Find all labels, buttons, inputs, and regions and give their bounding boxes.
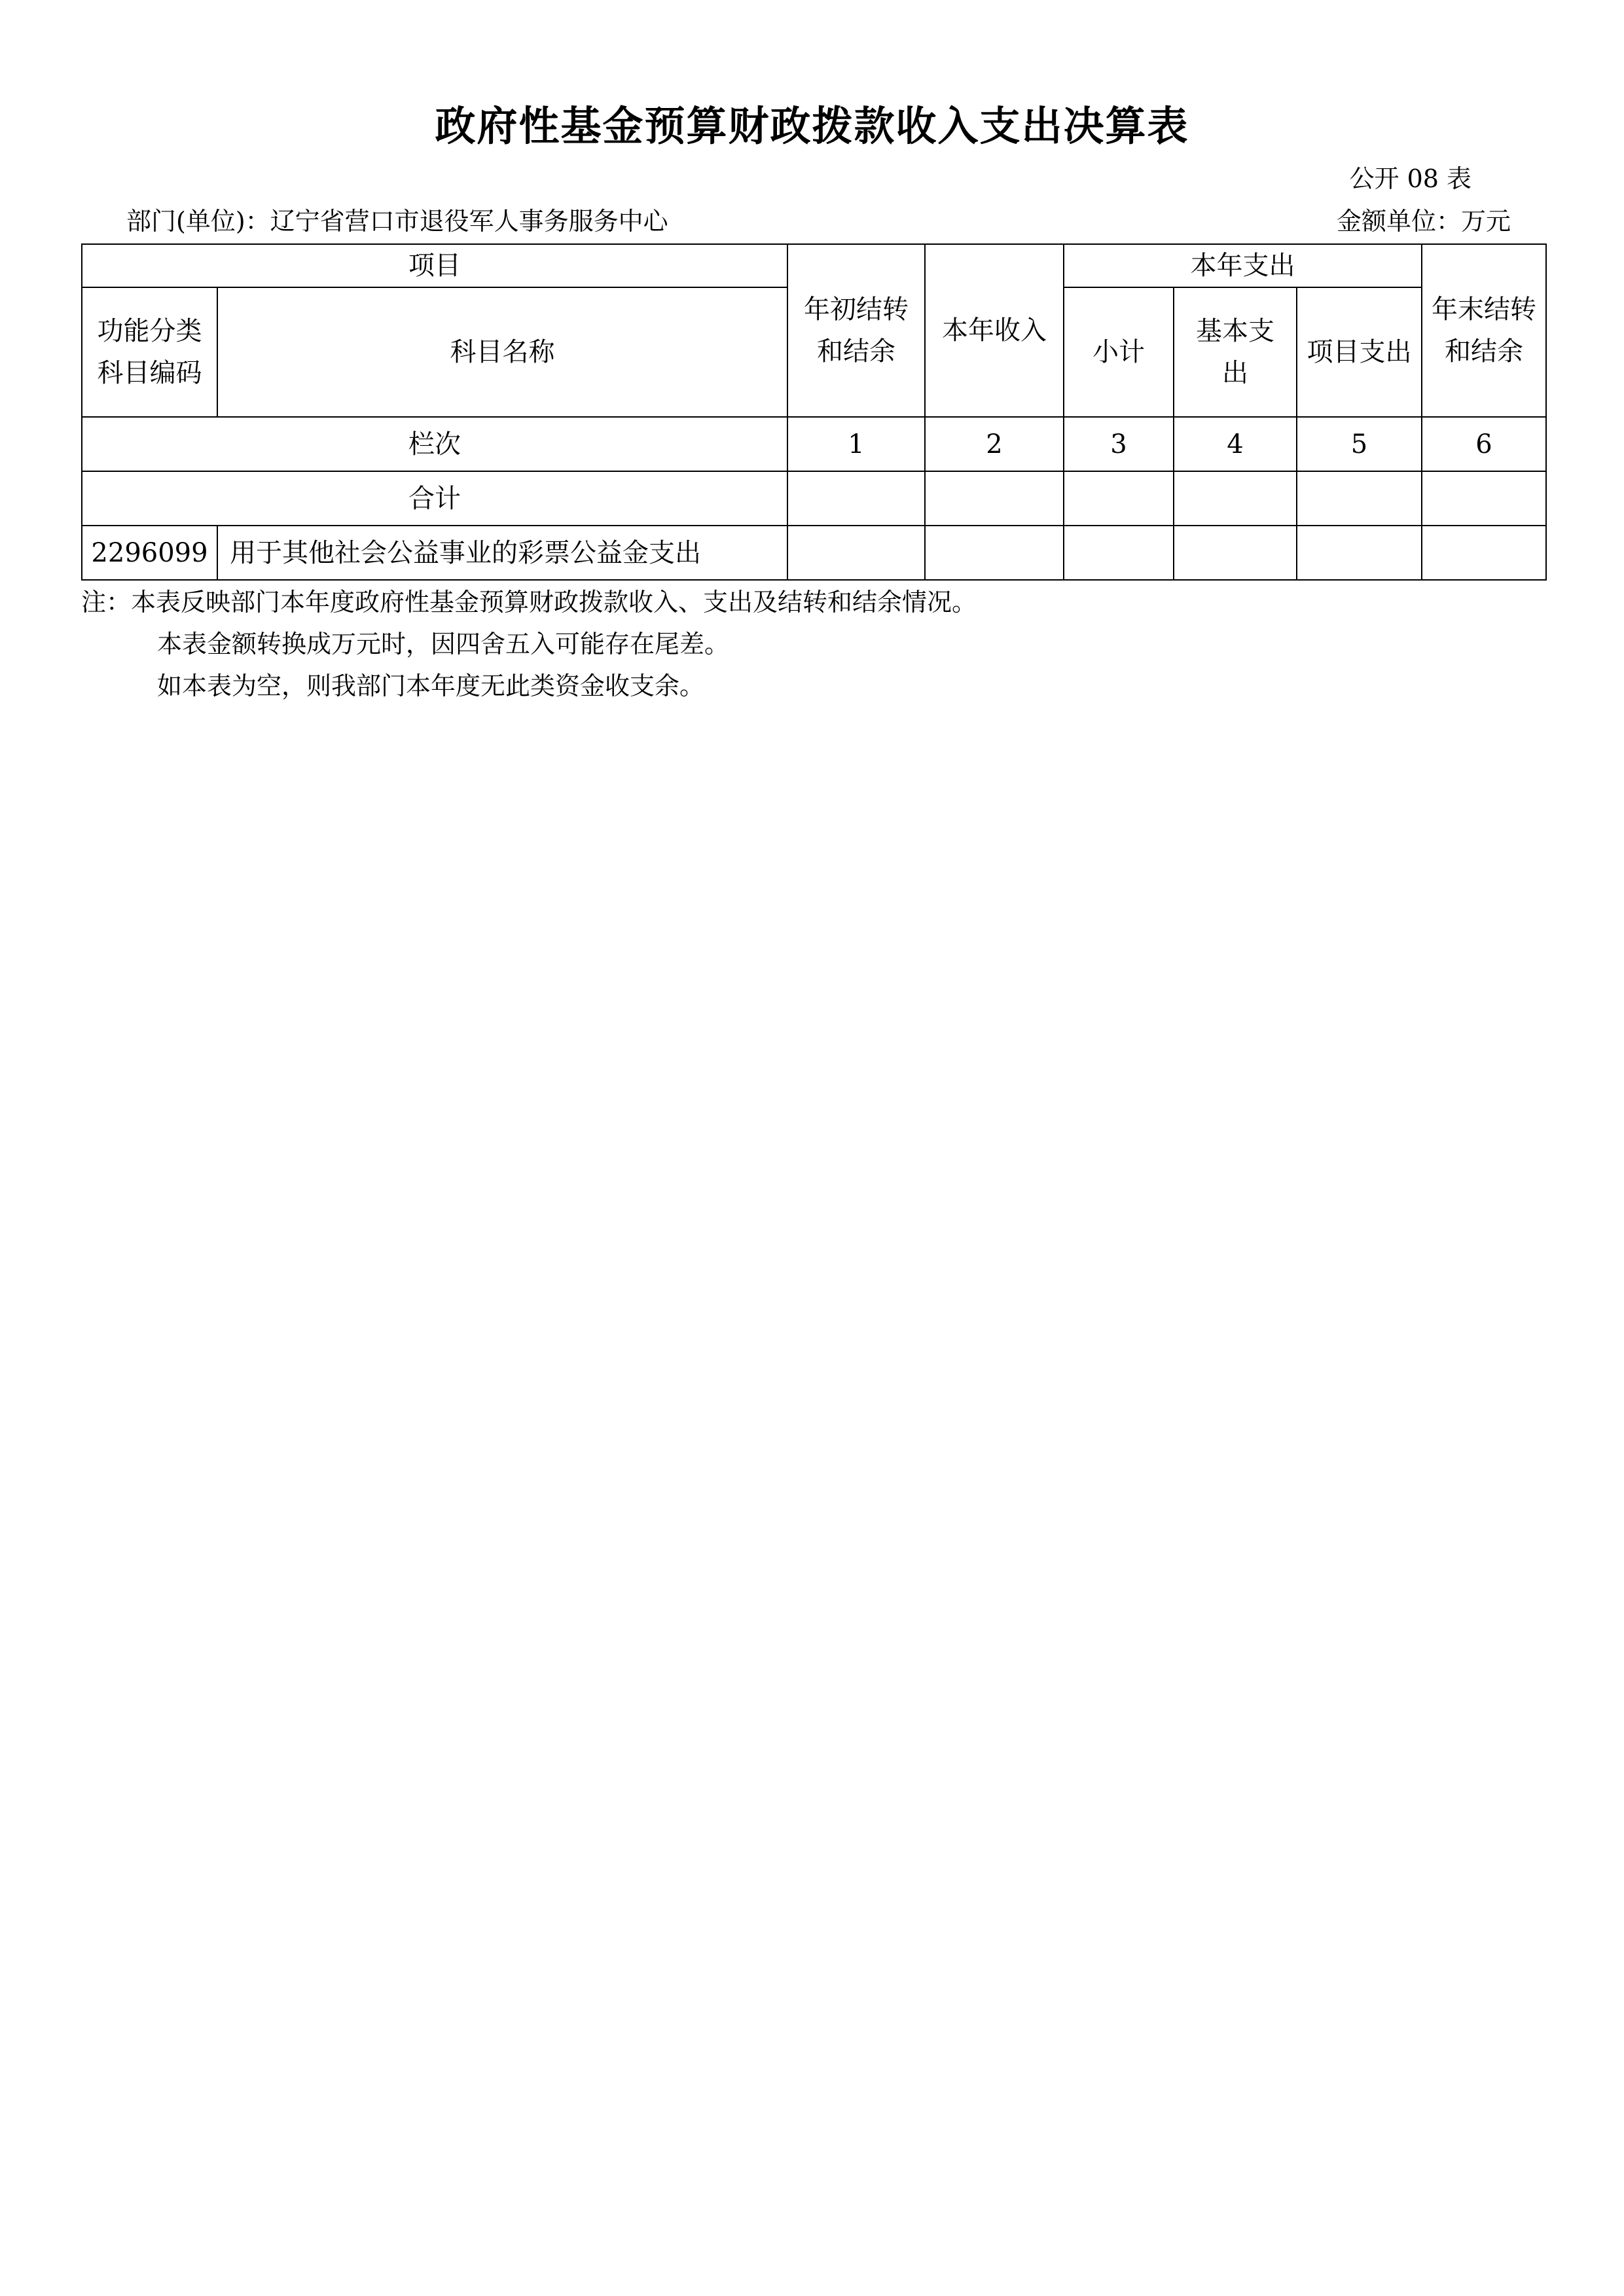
table-cell (925, 526, 1064, 580)
header-project: 项目 (82, 244, 787, 287)
notes-block (81, 581, 977, 707)
total-cell (925, 471, 1064, 526)
page-title: 政府性基金预算财政拨款收入支出决算表 (435, 102, 1189, 150)
table-cell (1297, 526, 1422, 580)
table-cell (1064, 526, 1174, 580)
header-func-code: 功能分类科目编码 (82, 287, 217, 417)
header-end-balance: 年末结转和结余 (1422, 244, 1546, 417)
header-expense-group: 本年支出 (1064, 244, 1422, 287)
header-subtotal: 小计 (1064, 287, 1174, 417)
header-project-expense: 项目支出 (1297, 287, 1422, 417)
header-income: 本年收入 (925, 244, 1064, 417)
form-number: 公开 08 表 (1349, 164, 1471, 193)
table-cell (1422, 526, 1546, 580)
table-cell (1174, 526, 1297, 580)
department-label: 部门(单位)：辽宁省营口市退役军人事务服务中心 (126, 207, 668, 236)
total-cell (1422, 471, 1546, 526)
header-subject-name: 科目名称 (217, 287, 787, 417)
column-number-label: 栏次 (82, 417, 787, 471)
total-cell (787, 471, 925, 526)
subject-name: 用于其他社会公益事业的彩票公益金支出 (217, 526, 787, 580)
column-number: 1 (787, 417, 925, 471)
column-number: 5 (1297, 417, 1422, 471)
column-number-row (82, 417, 1546, 471)
note-line: 如本表为空，则我部门本年度无此类资金收支余。 (157, 672, 705, 700)
column-number: 2 (925, 417, 1064, 471)
note-line: 本表金额转换成万元时，因四舍五入可能存在尾差。 (157, 630, 730, 658)
total-cell (1064, 471, 1174, 526)
header-row-1 (82, 244, 1546, 287)
header-begin-balance: 年初结转和结余 (787, 244, 925, 417)
column-number: 4 (1174, 417, 1297, 471)
subject-code: 2296099 (82, 526, 217, 580)
note-line: 注：本表反映部门本年度政府性基金预算财政拨款收入、支出及结转和结余情况。 (81, 588, 977, 617)
total-row (82, 471, 1546, 526)
total-cell (1174, 471, 1297, 526)
total-label: 合计 (82, 471, 787, 526)
column-number: 3 (1064, 417, 1174, 471)
table-cell (787, 526, 925, 580)
amount-unit-label: 金额单位：万元 (1336, 207, 1511, 236)
column-number: 6 (1422, 417, 1546, 471)
table-row (82, 526, 1546, 580)
header-basic-expense: 基本支出 (1174, 287, 1297, 417)
budget-table (81, 243, 1547, 581)
total-cell (1297, 471, 1422, 526)
